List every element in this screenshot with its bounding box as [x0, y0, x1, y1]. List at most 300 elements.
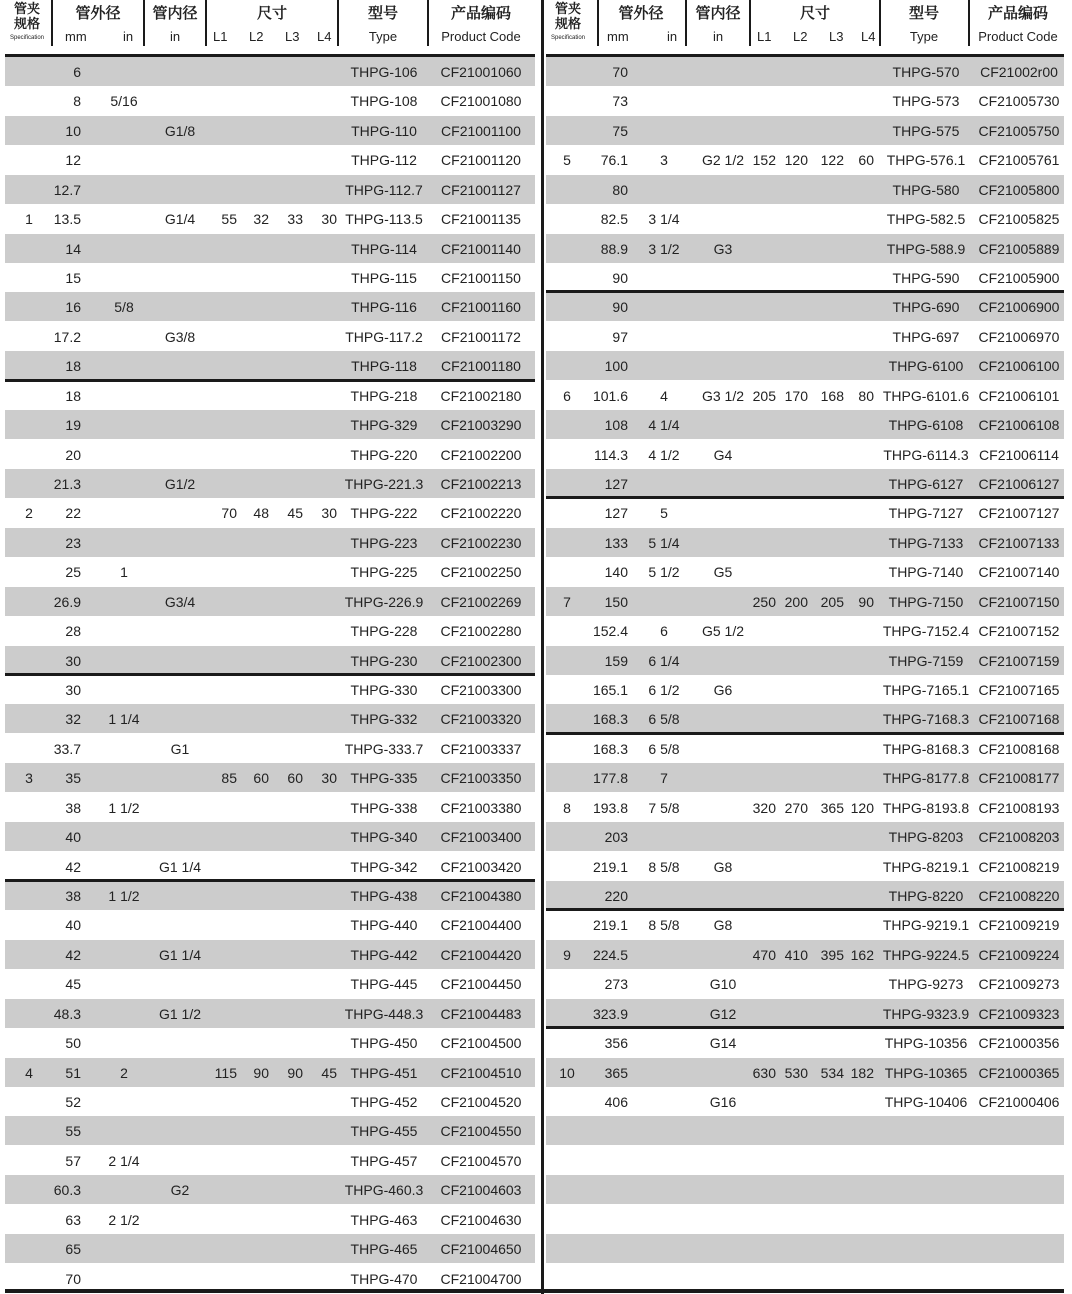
cell-mm: 33.7	[53, 740, 81, 757]
cell-type: THPG-7127	[888, 505, 964, 522]
cell-type: THPG-6108	[888, 417, 964, 434]
table-row	[546, 322, 1064, 351]
cell-mm: 10	[65, 122, 81, 139]
cell-mm: 52	[65, 1094, 81, 1111]
table-row	[546, 734, 1064, 763]
table-row	[5, 1175, 535, 1204]
cell-in: 8 5/8	[648, 858, 680, 875]
cell-gin: G1/8	[164, 122, 196, 139]
left-table-header	[5, 0, 535, 57]
header-id	[143, 0, 205, 46]
cell-code: CF21003400	[440, 829, 522, 846]
table-row	[5, 881, 535, 910]
table-row	[546, 704, 1064, 733]
cell-code: CF21009224	[978, 946, 1060, 963]
table-row	[5, 116, 535, 145]
cell-type: THPG-697	[892, 328, 960, 345]
cell-type: THPG-340	[350, 829, 418, 846]
table-row	[5, 822, 535, 851]
table-row	[5, 969, 535, 998]
cell-code: CF21003337	[440, 740, 522, 757]
cell-l4: 162	[850, 946, 874, 963]
cell-type: THPG-108	[350, 93, 418, 110]
cell-l1: 70	[221, 505, 237, 522]
cell-mm: 82.5	[600, 211, 628, 228]
table-row	[5, 175, 535, 204]
cell-mm: 26.9	[53, 593, 81, 610]
cell-mm: 406	[604, 1094, 628, 1111]
cell-code: CF21003350	[440, 770, 522, 787]
header-code-cn: 产品编码	[987, 5, 1048, 22]
cell-l2: 60	[253, 770, 269, 787]
cell-type: THPG-7168.3	[882, 711, 970, 728]
cell-mm: 18	[65, 358, 81, 375]
cell-code: CF21007150	[978, 593, 1060, 610]
header-dim	[205, 0, 337, 46]
cell-mm: 23	[65, 534, 81, 551]
cell-l2: 530	[784, 1064, 808, 1081]
table-row	[546, 1234, 1064, 1263]
table-row	[5, 263, 535, 292]
cell-l3: 122	[820, 152, 844, 169]
cell-in: 7 5/8	[648, 799, 680, 816]
cell-spec: 7	[563, 593, 571, 610]
cell-mm: 38	[65, 888, 81, 905]
cell-gin: G2	[170, 1182, 190, 1199]
table-row	[5, 587, 535, 616]
cell-code: CF21007168	[978, 711, 1060, 728]
header-code-en: Product Code	[441, 29, 521, 44]
cell-code: CF21005800	[978, 181, 1060, 198]
cell-mm: 40	[65, 917, 81, 934]
cell-code: CF21006970	[978, 328, 1060, 345]
header-od-cn: 管外径	[618, 5, 664, 22]
cell-code: CF21002180	[440, 387, 522, 404]
cell-mm: 220	[604, 888, 628, 905]
table-row	[5, 1116, 535, 1145]
cell-type: THPG-8177.8	[882, 770, 970, 787]
cell-type: THPG-8220	[888, 888, 964, 905]
cell-mm: 219.1	[592, 858, 628, 875]
cell-mm: 152.4	[592, 623, 628, 640]
cell-type: THPG-9273	[888, 976, 964, 993]
table-row	[5, 1205, 535, 1234]
cell-spec: 5	[563, 152, 571, 169]
cell-mm: 73	[612, 93, 628, 110]
cell-in: 5 1/4	[648, 534, 680, 551]
cell-l4: 182	[850, 1064, 874, 1081]
cell-code: CF21004570	[440, 1152, 522, 1169]
table-row	[5, 940, 535, 969]
cell-mm: 28	[65, 623, 81, 640]
cell-code: CF21001172	[441, 328, 521, 345]
cell-spec: 10	[559, 1064, 575, 1081]
cell-l3: 534	[820, 1064, 844, 1081]
cell-code: CF21004483	[440, 1005, 522, 1022]
cell-code: CF21004550	[440, 1123, 522, 1140]
cell-code: CF21000406	[978, 1094, 1060, 1111]
cell-type: THPG-7165.1	[882, 682, 970, 699]
cell-in: 1 1/2	[108, 888, 140, 905]
header-type-cn: 型号	[908, 5, 939, 22]
cell-code: CF21007165	[978, 682, 1060, 699]
cell-code: CF21001160	[441, 299, 521, 316]
cell-type: THPG-110	[351, 122, 417, 139]
cell-l4: 80	[858, 387, 874, 404]
cell-code: CF21004520	[440, 1094, 522, 1111]
cell-l4: 30	[321, 505, 337, 522]
cell-code: CF21005900	[978, 270, 1060, 286]
cell-type: THPG-117.2	[345, 328, 423, 345]
cell-type: THPG-580	[892, 181, 960, 198]
table-row	[546, 1028, 1064, 1057]
table-row	[5, 322, 535, 351]
cell-type: THPG-222	[350, 505, 418, 522]
cell-code: CF21004450	[440, 976, 522, 993]
cell-mm: 88.9	[600, 240, 628, 257]
cell-code: CF21007152	[978, 623, 1060, 640]
cell-type: THPG-10356	[884, 1035, 968, 1052]
cell-mm: 42	[65, 946, 81, 963]
table-row	[546, 292, 1064, 321]
cell-type: THPG-6127	[888, 476, 964, 493]
cell-type: THPG-112.7	[345, 181, 423, 198]
table-row	[546, 999, 1064, 1028]
cell-mm: 90	[612, 299, 628, 316]
table-row	[546, 86, 1064, 115]
table-row	[5, 381, 535, 410]
cell-code: CF21002r00	[980, 64, 1058, 80]
cell-mm: 101.6	[592, 387, 628, 404]
table-row	[5, 910, 535, 939]
cell-in: 6 5/8	[648, 711, 680, 728]
header-id	[685, 0, 749, 46]
cell-l3: 33	[287, 211, 303, 228]
header-od	[51, 0, 143, 46]
bottom-rule	[5, 1289, 1064, 1293]
right-table-panel	[546, 0, 1064, 1293]
left-table-body	[5, 57, 535, 1293]
cell-type: THPG-582.5	[886, 211, 966, 228]
header-l3: L3	[829, 29, 844, 44]
cell-code: CF21002213	[440, 476, 522, 493]
cell-type: THPG-332	[350, 711, 418, 728]
cell-l3: 395	[820, 946, 844, 963]
right-table-body	[546, 57, 1064, 1293]
cell-mm: 159	[604, 652, 628, 669]
cell-mm: 80	[612, 181, 628, 198]
cell-type: THPG-6101.6	[882, 387, 970, 404]
cell-code: CF21008219	[978, 858, 1060, 875]
right-table-header	[546, 0, 1064, 57]
header-l4: L4	[317, 29, 332, 44]
cell-type: THPG-575	[892, 122, 960, 139]
table-row	[546, 587, 1064, 616]
cell-spec: 4	[25, 1064, 33, 1081]
cell-spec: 1	[25, 211, 33, 228]
cell-in: 5 1/2	[648, 564, 680, 581]
header-type-en: Type	[368, 29, 398, 44]
cell-code: CF21002269	[440, 593, 522, 610]
table-row	[5, 1146, 535, 1175]
cell-mm: 365	[604, 1064, 628, 1081]
cell-code: CF21004420	[440, 946, 522, 963]
cell-mm: 35	[65, 770, 81, 787]
cell-mm: 127	[604, 505, 628, 522]
cell-type: THPG-10365	[884, 1064, 968, 1081]
cell-mm: 168.3	[592, 740, 628, 757]
table-row	[546, 969, 1064, 998]
cell-in: 4 1/4	[648, 417, 680, 434]
header-code	[968, 0, 1066, 46]
cell-mm: 108	[604, 417, 628, 434]
table-row	[5, 1087, 535, 1116]
cell-type: THPG-438	[350, 888, 418, 905]
cell-mm: 224.5	[592, 946, 628, 963]
cell-gin: G1	[170, 740, 190, 757]
cell-in: 7	[660, 770, 668, 787]
cell-in: 6	[660, 623, 668, 640]
table-row	[5, 57, 535, 86]
header-l1: L1	[213, 29, 228, 44]
cell-type: THPG-440	[350, 917, 418, 934]
cell-l3: 90	[287, 1064, 303, 1081]
cell-code: CF21001180	[441, 358, 521, 375]
table-row	[546, 822, 1064, 851]
cell-code: CF21008220	[978, 888, 1060, 905]
cell-mm: 177.8	[592, 770, 628, 787]
cell-l1: 205	[752, 387, 776, 404]
cell-code: CF21002200	[440, 446, 522, 463]
cell-code: CF21006100	[978, 358, 1060, 375]
header-l3: L3	[285, 29, 300, 44]
cell-type: THPG-570	[892, 64, 960, 80]
cell-code: CF21004630	[440, 1211, 522, 1228]
header-spec-cn-line2: 规格	[13, 16, 40, 31]
cell-type: THPG-342	[350, 858, 418, 875]
cell-type: THPG-7152.4	[882, 623, 970, 640]
cell-mm: 14	[65, 240, 81, 257]
table-row	[546, 881, 1064, 910]
cell-mm: 42	[65, 858, 81, 875]
left-table-panel	[5, 0, 535, 1293]
cell-l1: 250	[752, 593, 776, 610]
cell-type: THPG-448.3	[344, 1005, 424, 1022]
cell-code: CF21001080	[440, 93, 522, 110]
cell-type: THPG-460.3	[344, 1182, 424, 1199]
table-row	[5, 704, 535, 733]
cell-l2: 410	[784, 946, 808, 963]
cell-type: THPG-118	[351, 358, 417, 375]
table-row	[546, 1116, 1064, 1145]
table-row	[546, 498, 1064, 527]
cell-l2: 270	[784, 799, 808, 816]
group-divider	[546, 1026, 1064, 1029]
table-row	[546, 646, 1064, 675]
table-row	[546, 234, 1064, 263]
cell-type: THPG-576.1	[886, 152, 966, 169]
cell-type: THPG-228	[350, 623, 418, 640]
cell-gin: G5 1/2	[701, 623, 745, 640]
cell-type: THPG-116	[351, 299, 417, 316]
cell-type: THPG-451	[350, 1064, 418, 1081]
table-row	[546, 940, 1064, 969]
cell-mm: 30	[65, 682, 81, 699]
cell-code: CF21000365	[978, 1064, 1060, 1081]
table-row	[5, 616, 535, 645]
table-row	[5, 469, 535, 498]
table-row	[5, 204, 535, 233]
cell-type: THPG-8193.8	[882, 799, 970, 816]
table-row	[5, 793, 535, 822]
cell-type: THPG-112	[351, 152, 417, 169]
cell-mm: 21.3	[53, 476, 81, 493]
header-dim-cn: 尺寸	[256, 5, 287, 22]
cell-mm: 75	[612, 122, 628, 139]
header-spec-cn-line1: 管夹	[554, 1, 581, 16]
table-row	[5, 852, 535, 881]
cell-type: THPG-113.5	[345, 211, 423, 228]
cell-code: CF21003290	[440, 417, 522, 434]
cell-code: CF21008193	[978, 799, 1060, 816]
cell-gin: G16	[709, 1094, 737, 1111]
cell-code: CF21003380	[440, 799, 522, 816]
table-row	[546, 1175, 1064, 1204]
cell-type: THPG-588.9	[886, 240, 966, 257]
cell-in: 1 1/4	[108, 711, 140, 728]
cell-l3: 45	[287, 505, 303, 522]
header-dim	[749, 0, 879, 46]
cell-code: CF21007140	[978, 564, 1060, 581]
cell-l1: 152	[752, 152, 776, 169]
header-l4: L4	[861, 29, 876, 44]
table-row	[546, 145, 1064, 174]
header-id-in: in	[169, 29, 181, 44]
cell-in: 2 1/2	[108, 1211, 140, 1228]
header-in: in	[123, 29, 134, 44]
table-row	[5, 145, 535, 174]
table-row	[546, 204, 1064, 233]
cell-code: CF21005730	[978, 93, 1060, 110]
cell-mm: 8	[73, 93, 81, 110]
cell-mm: 150	[604, 593, 628, 610]
header-mm: mm	[607, 29, 629, 44]
cell-gin: G1 1/4	[158, 858, 202, 875]
cell-mm: 323.9	[592, 1005, 628, 1022]
cell-gin: G1 1/4	[158, 946, 202, 963]
header-id-in: in	[712, 29, 724, 44]
cell-mm: 18	[65, 387, 81, 404]
group-divider	[5, 673, 535, 676]
cell-code: CF21005889	[978, 240, 1060, 257]
cell-type: THPG-590	[892, 270, 960, 286]
cell-gin: G2 1/2	[701, 152, 745, 169]
cell-mm: 13.5	[53, 211, 81, 228]
cell-mm: 48.3	[53, 1005, 81, 1022]
cell-gin: G4	[713, 446, 733, 463]
header-dim-cn: 尺寸	[799, 5, 830, 22]
header-code-cn: 产品编码	[450, 5, 511, 22]
table-row	[546, 57, 1064, 86]
header-spec-en: Specification	[9, 35, 45, 41]
table-row	[5, 734, 535, 763]
cell-type: THPG-9224.5	[882, 946, 970, 963]
cell-in: 2 1/4	[108, 1152, 140, 1169]
cell-gin: G3/8	[164, 328, 196, 345]
cell-in: 1 1/2	[108, 799, 140, 816]
cell-type: THPG-220	[350, 446, 418, 463]
cell-code: CF21008177	[978, 770, 1060, 787]
cell-mm: 65	[65, 1241, 81, 1258]
cell-code: CF21009323	[978, 1005, 1060, 1022]
table-row	[546, 910, 1064, 939]
cell-spec: 9	[563, 946, 571, 963]
cell-code: CF21003420	[440, 858, 522, 875]
cell-l1: 470	[752, 946, 776, 963]
cell-type: THPG-226.9	[344, 593, 424, 610]
cell-code: CF21004603	[440, 1182, 522, 1199]
table-row	[546, 440, 1064, 469]
cell-type: THPG-573	[892, 93, 960, 110]
cell-spec: 8	[563, 799, 571, 816]
table-row	[5, 410, 535, 439]
cell-type: THPG-465	[350, 1241, 418, 1258]
table-row	[5, 234, 535, 263]
cell-gin: G5	[713, 564, 733, 581]
cell-mm: 273	[604, 976, 628, 993]
table-row	[546, 410, 1064, 439]
cell-type: THPG-10406	[884, 1094, 968, 1111]
cell-code: CF21002250	[440, 564, 522, 581]
cell-type: THPG-455	[350, 1123, 418, 1140]
cell-spec: 6	[563, 387, 571, 404]
cell-mm: 60.3	[53, 1182, 81, 1199]
cell-type: THPG-445	[350, 976, 418, 993]
cell-code: CF21009219	[978, 917, 1060, 934]
cell-mm: 114.3	[594, 446, 628, 463]
cell-in: 2	[120, 1064, 128, 1081]
cell-mm: 6	[73, 64, 81, 80]
cell-mm: 20	[65, 446, 81, 463]
cell-l2: 48	[253, 505, 269, 522]
cell-gin: G6	[713, 682, 733, 699]
cell-mm: 70	[612, 64, 628, 80]
table-row	[5, 498, 535, 527]
cell-type: THPG-442	[350, 946, 418, 963]
table-row	[546, 675, 1064, 704]
cell-type: THPG-106	[350, 64, 418, 80]
header-l2: L2	[249, 29, 264, 44]
cell-l3: 205	[820, 593, 844, 610]
cell-mm: 19	[65, 417, 81, 434]
cell-in: 4	[660, 387, 668, 404]
cell-l2: 90	[253, 1064, 269, 1081]
cell-gin: G12	[709, 1005, 737, 1022]
cell-in: 6 1/4	[648, 652, 680, 669]
cell-type: THPG-230	[350, 652, 418, 669]
table-row	[546, 1087, 1064, 1116]
cell-type: THPG-450	[350, 1035, 418, 1052]
cell-code: CF21004700	[440, 1270, 522, 1287]
cell-type: THPG-218	[350, 387, 418, 404]
cell-type: THPG-470	[350, 1270, 418, 1287]
cell-code: CF21001120	[441, 152, 521, 169]
cell-mm: 219.1	[592, 917, 628, 934]
table-row	[5, 999, 535, 1028]
header-id-cn: 管内径	[152, 5, 198, 22]
cell-code: CF21006114	[979, 446, 1059, 463]
table-row	[546, 1146, 1064, 1175]
